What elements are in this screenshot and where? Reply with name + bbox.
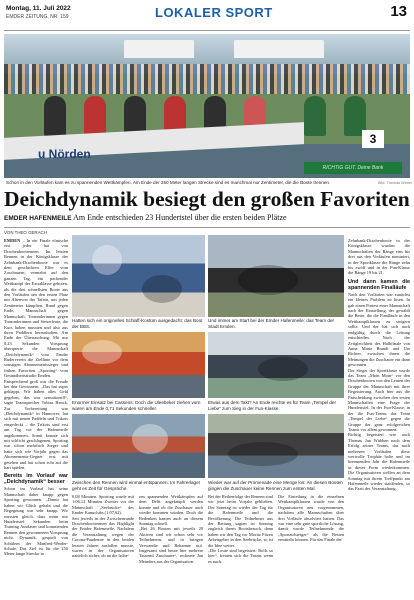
section-title: LOKALER SPORT <box>155 5 273 20</box>
col3-paragraph-1: ren spannenden Wettkämpfen auf dem Delft angeknüpft werden konnte und ob die Zuschauer auch wieder kommen würden. Doch die Bedenken kamen auch an diesem Sonntag schnell. <box>139 494 203 527</box>
subhead-lead: EMDER HAFENMEILE <box>4 215 72 222</box>
col6-paragraph-1: Zehnbank-Drachenboote in der Königsklasse wurden die Mannschaften der Ränge eins bis drei aus den Vorläufen nominiert, in der Sportklasse die Ränge zehn bis zwölf und in der Fun-Klasse die Ränge 19 bis 21. <box>348 238 410 276</box>
photo-tempel-der-liebe <box>208 332 344 398</box>
col1-paragraph-2: Entsprechend groß war die Freude bei den Gewinnern. „Das hat super geklappt. Wir haben alles Geld gegeben, das war sensationell“, sagte Teamsprecher Tobias Henck. Zur Vorbereitung war „Deichdynamik“ in Hannover, hat sich mit neuen Paddeln und Trikots eingedeckt – die Trikots sind erst am Tag vor der Hafenmeile angekommen. Somit konnte sich mit schlicht geschlagenen, Sporting war schon mehrfach Sieger und hatte sich wie Vorjahr gegen das Abonnements-Gegner erst mit gesehen und hat schon echt auf die hart spielen. <box>4 378 68 471</box>
col6-paragraph-4: Richtig begeistert war auch Thomas Jan Wübben nach dem Erfolg seines Teams, das nach mehreren Vorläufen diese wertvolle Trophäe holte und im kommenden Jahr die Hafenmeile in dieser Form wiederkommen. Die Organisatoren wollen an dem Sonntag mit ihrem Treffpunkt am Hafenmeile wieder stattfinden, so das Fazit der Veranstaltung. <box>348 432 410 492</box>
photo-caption-6: Wieder war auf der Promenade eine Menge los: An diesen Booten gingen die Zuschauer keine Rennen zum ersten Mal. <box>208 480 343 491</box>
header-divider <box>4 30 410 31</box>
col6-paragraph-2: Nach den Vorläufen war zunächst ein kleines Problem zu lösen. In gab einen Protest einer Mannschaft nach der Einstellung, der gewählt die Beste, die die Finalläufe in den Wettkampfklassen zu steigern sollte. Und der hat sich auch endgültig durch die Leitung entschieden. Nach der Zeitgleichheit des Halbfinale von Anna Marie Brandt und Ute Richter, zwischen ihnen die Meinungen die Zuschauer ein dann gewonnen. <box>348 291 410 368</box>
col3-paragraph-2: „Bei 26 Booten mit jeweils 20 Aktiven sind wir schon sehr vor Teilnehmern, und in bringen Verwandte und Bekannte mit. Insgesamt sind heute hier mehrere Tausend Zuschauer“, rechnete Jan Meinders aus der Organisation. <box>139 526 203 564</box>
sponsor-banner: RICHTIG GUT. Deine Bank <box>304 162 402 174</box>
byline: VON THEO GERACH <box>4 230 47 235</box>
column-2 <box>72 494 134 598</box>
headline: Deichdynamik besiegt den großen Favoriten <box>4 187 410 211</box>
page-number: 13 <box>390 3 407 20</box>
column-6 <box>348 238 410 598</box>
column-5 <box>278 494 344 598</box>
column-3 <box>139 494 203 598</box>
col1-paragraph-3: Schon im Vorlauf hat seine Mannschaft daher knapp gegen Sporting gewonnen. „Damit hat haben wir Glück gehabt und die Begegnung war sehr knapp. Wir wussten gleich, dass wenn nur Hundertstel Sekunden beim Training Ausdauer und kommenden Rennen den gewonnenen Vorsprung nicht. Dynamik, gespielt von Schülern der Manfred-Werder-Schule. Das Ziel ist für die 250 Meter lange Strecke in <box>4 486 68 557</box>
photo-stadt-emden <box>208 235 344 317</box>
col2-paragraph-1: 0,08 Minuten. Sporting wurde mit 1:06,12 Minuten Zweiter vor der Mannschaft „Seebrücke“ des Emder Kanuclubs (1:07,62). <box>72 494 134 516</box>
photo-caption-2: Und immer am Start bei der Emder Hafenmeile: das Team der Stadt Emden. <box>208 318 335 329</box>
col6-subheading: Und dann kamen die spannenden Finalläufe <box>348 278 410 291</box>
col2-paragraph-2: Seit jeweils in der Zwischenrunde Drachenbootrennen das Highlight der Emder Hafenmeile. Nachdem die Veranstaltung wegen der Corona-Pandemie in den beiden letzten Jahren ausfallen musste, waren in der Organisatoren natürlich sicher, ob an die frühe- <box>72 515 134 559</box>
subheadline <box>4 213 410 222</box>
subhead-text: Am Ende entschieden 23 Hundertstel über die ersten beiden Plätze <box>73 213 287 222</box>
col1-subheading: Bereits im Vorlauf war „Deichdynamik“ besser <box>4 473 68 486</box>
headline-divider <box>4 227 410 228</box>
col4-paragraph-1: Bei der Reihenfolge der Rennen sind wir jetzt beim Vorjahr geblieben. Der Sonntag ist wieder der Tag für die Hafenmeile und die Bevölkerung. Die Teilnehmer aus der Rettung sagten ist Sonntag zugleich ihrem Bootsbesuch, dann haben wir den Tag vor Moritz Fitzen Arbeitgeber in den Seebrücke, so ist die Idee weiter. <box>208 494 273 548</box>
dateline: EMDEN <box>4 238 21 243</box>
col5-paragraph-1: Die Einteilung in die einzelnen Wettkampfklassen wurde von den Organisatoren neu vorgenommen, nachdem alle Mannschaften über drei Vorläufe absolviert hatten. Das war eine sehr gute sportliche Lösung, damit wurde Teilnehmende die „Sportaufsteiger“ als die Besten ermitteln können. Für das Finale der <box>278 494 344 543</box>
page-header <box>0 0 414 30</box>
boat-number: 3 <box>362 130 384 148</box>
hero-photo <box>4 34 410 178</box>
column-1 <box>4 238 68 598</box>
column-4 <box>208 494 273 598</box>
hero-credit: Bild: Thomas Winter <box>378 181 413 185</box>
col1-paragraph-1: – In ein Finale elmische erst jeder hat von Drachenbootrennen. Im letzten Rennen in der Königsklasse der Zehnbank-Drachenboote war es dem geschickten Elfer vom Zuschauern, vermehrt auf den ganzen Tag, ein packender Wettkampf der Extraklasse geboten, als die drei schnellsten Boote aus den Vorläufen um den ersten Platz mit Altenvon der Tafern, um jeden Zentimeter kämpften. Rund gegen Ende, Mannschaft gegen Mannschaft, Trommlerinnen gegen Trommlerinnen und Steuerleute, die Kurs halten mussten und also aus ihren Paddlern herausholten. Am Ende der Überraschung: Mit nur 0,23 Sekunden Vorsprung überquerte die Mannschaft „Deichdynamik“ vom Emder Ruderverein die Ziellinie vor dem sonstigen Abonnementssieger und frühen Favoriten „Sporting“ vom Gesundheitsstudio Emden. <box>4 238 68 379</box>
hero-caption: Schon in den Vorläufen kam es zu spannenden Wettkämpfen. Am Ende der 250 Meter langen Strecke sind es manchmal nur Zentimeter, die die Boote trennen. <box>6 180 331 185</box>
photo-bbs-boat <box>72 235 205 317</box>
col6-paragraph-3: Der Sieger der Sportklasse wurde das Team „Moin Moin“ vor den Drachenbooten von den Leuten der Gruppe der Mannschaft mit ihrer Begeisterung. Auch hier aus die Entscheidung zwischen den ersten Mannschaften eine Frage der Hundertstel. In der Fun-Klasse, in der die Fun-Teams das Team „Tempel der Liebe“ gegen die Gruppe der ganz erfolgreichen Teams vor allem gewonnen. <box>348 367 410 432</box>
paper-name: EMDER ZEITUNG, NR. 159 <box>6 14 69 20</box>
photo-caption-1: Hatten sich ein originelles Schlaff-Kostüm ausgedacht: das Boot der BBS. <box>72 318 203 329</box>
issue-date: Montag, 11. Juli 2022 <box>6 5 71 12</box>
photo-cassens <box>72 332 205 398</box>
photo-caption-4: Etwas aus dem Takt? An Ende reichte es für Team „Tempel der Liebe“ zum Sieg in der Fun-Klasse. <box>208 400 337 411</box>
photo-fahrerlager <box>72 414 205 478</box>
boat-lettering: u Nörden <box>38 147 91 161</box>
col4-paragraph-2: „Die Leute sind begeistert: Rolls so hier“, freuten sich die Teams wenn es auch. <box>208 548 273 564</box>
photo-caption-5: Zwischen den Rennen wird einmal entspannen: Im Fahrerlager geht es Zeit für Gespräche. <box>72 480 201 491</box>
photo-promenade <box>208 414 344 478</box>
photo-caption-3: Enormer Einsatz bei Cassens: Doch die Uleebeker ziehen vorn waren am Ende 0,71 Sekunden schneller. <box>72 400 201 411</box>
